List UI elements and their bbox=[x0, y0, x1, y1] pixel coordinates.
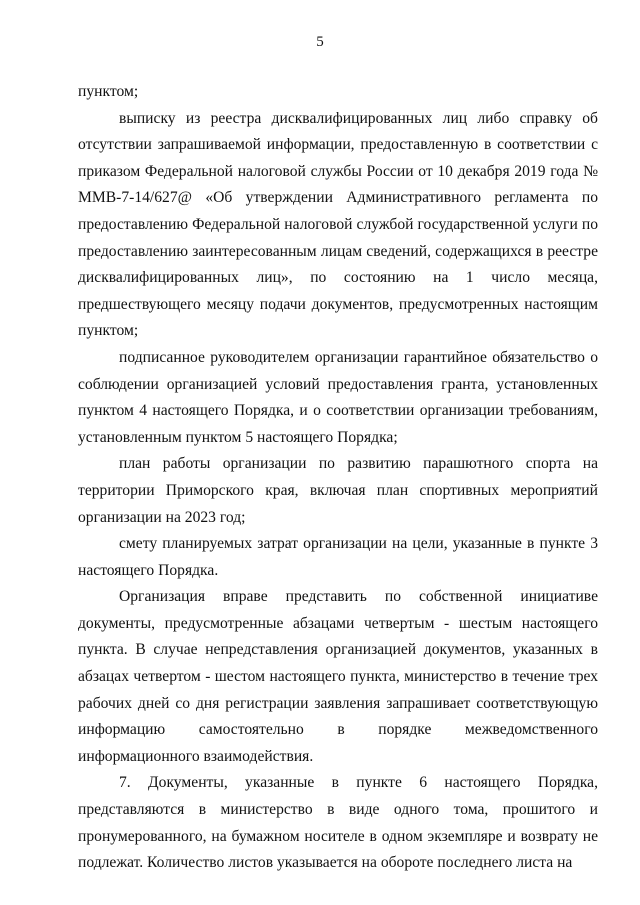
document-body bbox=[78, 79, 598, 877]
page-number: 5 bbox=[316, 34, 324, 50]
paragraph-continuation: пунктом; bbox=[78, 83, 139, 100]
paragraph-disqualified-registry-extract: выписку из реестра дисквалифицированных лиц либо справку об отсутствии запрашиваемой информации, предоставленную в соответствии с приказом Федеральной налоговой службы России от 10 декабря 2019 года № ММВ-7-14/627@ «Об утверждении Административного регламента по предоставлению Федеральной налоговой службой государственной услуги по предоставлению заинтересованным лицам сведений, содержащихся в реестре дисквалифицированных лиц», по состоянию на 1 число месяца, предшествующего месяцу подачи документов, предусмотренных настоящим пунктом; bbox=[78, 109, 598, 340]
paragraph-work-plan: план работы организации по развитию парашютного спорта на территории Приморского края, включая план спортивных мероприятий организации на 2023 год; bbox=[78, 455, 598, 526]
paragraph-cost-estimate: смету планируемых затрат организации на цели, указанные в пункте 3 настоящего Порядка. bbox=[78, 535, 598, 579]
paragraph-item-7: 7. Документы, указанные в пункте 6 настоящего Порядка, представляются в министерство в виде одного тома, прошитого и пронумерованного, на бумажном носителе в одном экземпляре и возврату не подлежат. Количество листов указывается на обороте последнего листа на bbox=[78, 774, 598, 872]
paragraph-guarantee-obligation: подписанное руководителем организации гарантийное обязательство о соблюдении организацией условий предоставления гранта, установленных пунктом 4 настоящего Порядка, и о соответствии организации требованиям, установленным пунктом 5 настоящего Порядка; bbox=[78, 348, 598, 446]
paragraph-own-initiative-documents: Организация вправе представить по собственной инициативе документы, предусмотренные абзацами четвертым - шестым настоящего пункта. В случае непредставления организацией документов, указанных в абзацах четвертом - шестом настоящего пункта, министерство в течение трех рабочих дней со дня регистрации заявления запрашивает соответствующую информацию самостоятельно в порядке межведомственного информационного взаимодействия. bbox=[78, 588, 598, 765]
